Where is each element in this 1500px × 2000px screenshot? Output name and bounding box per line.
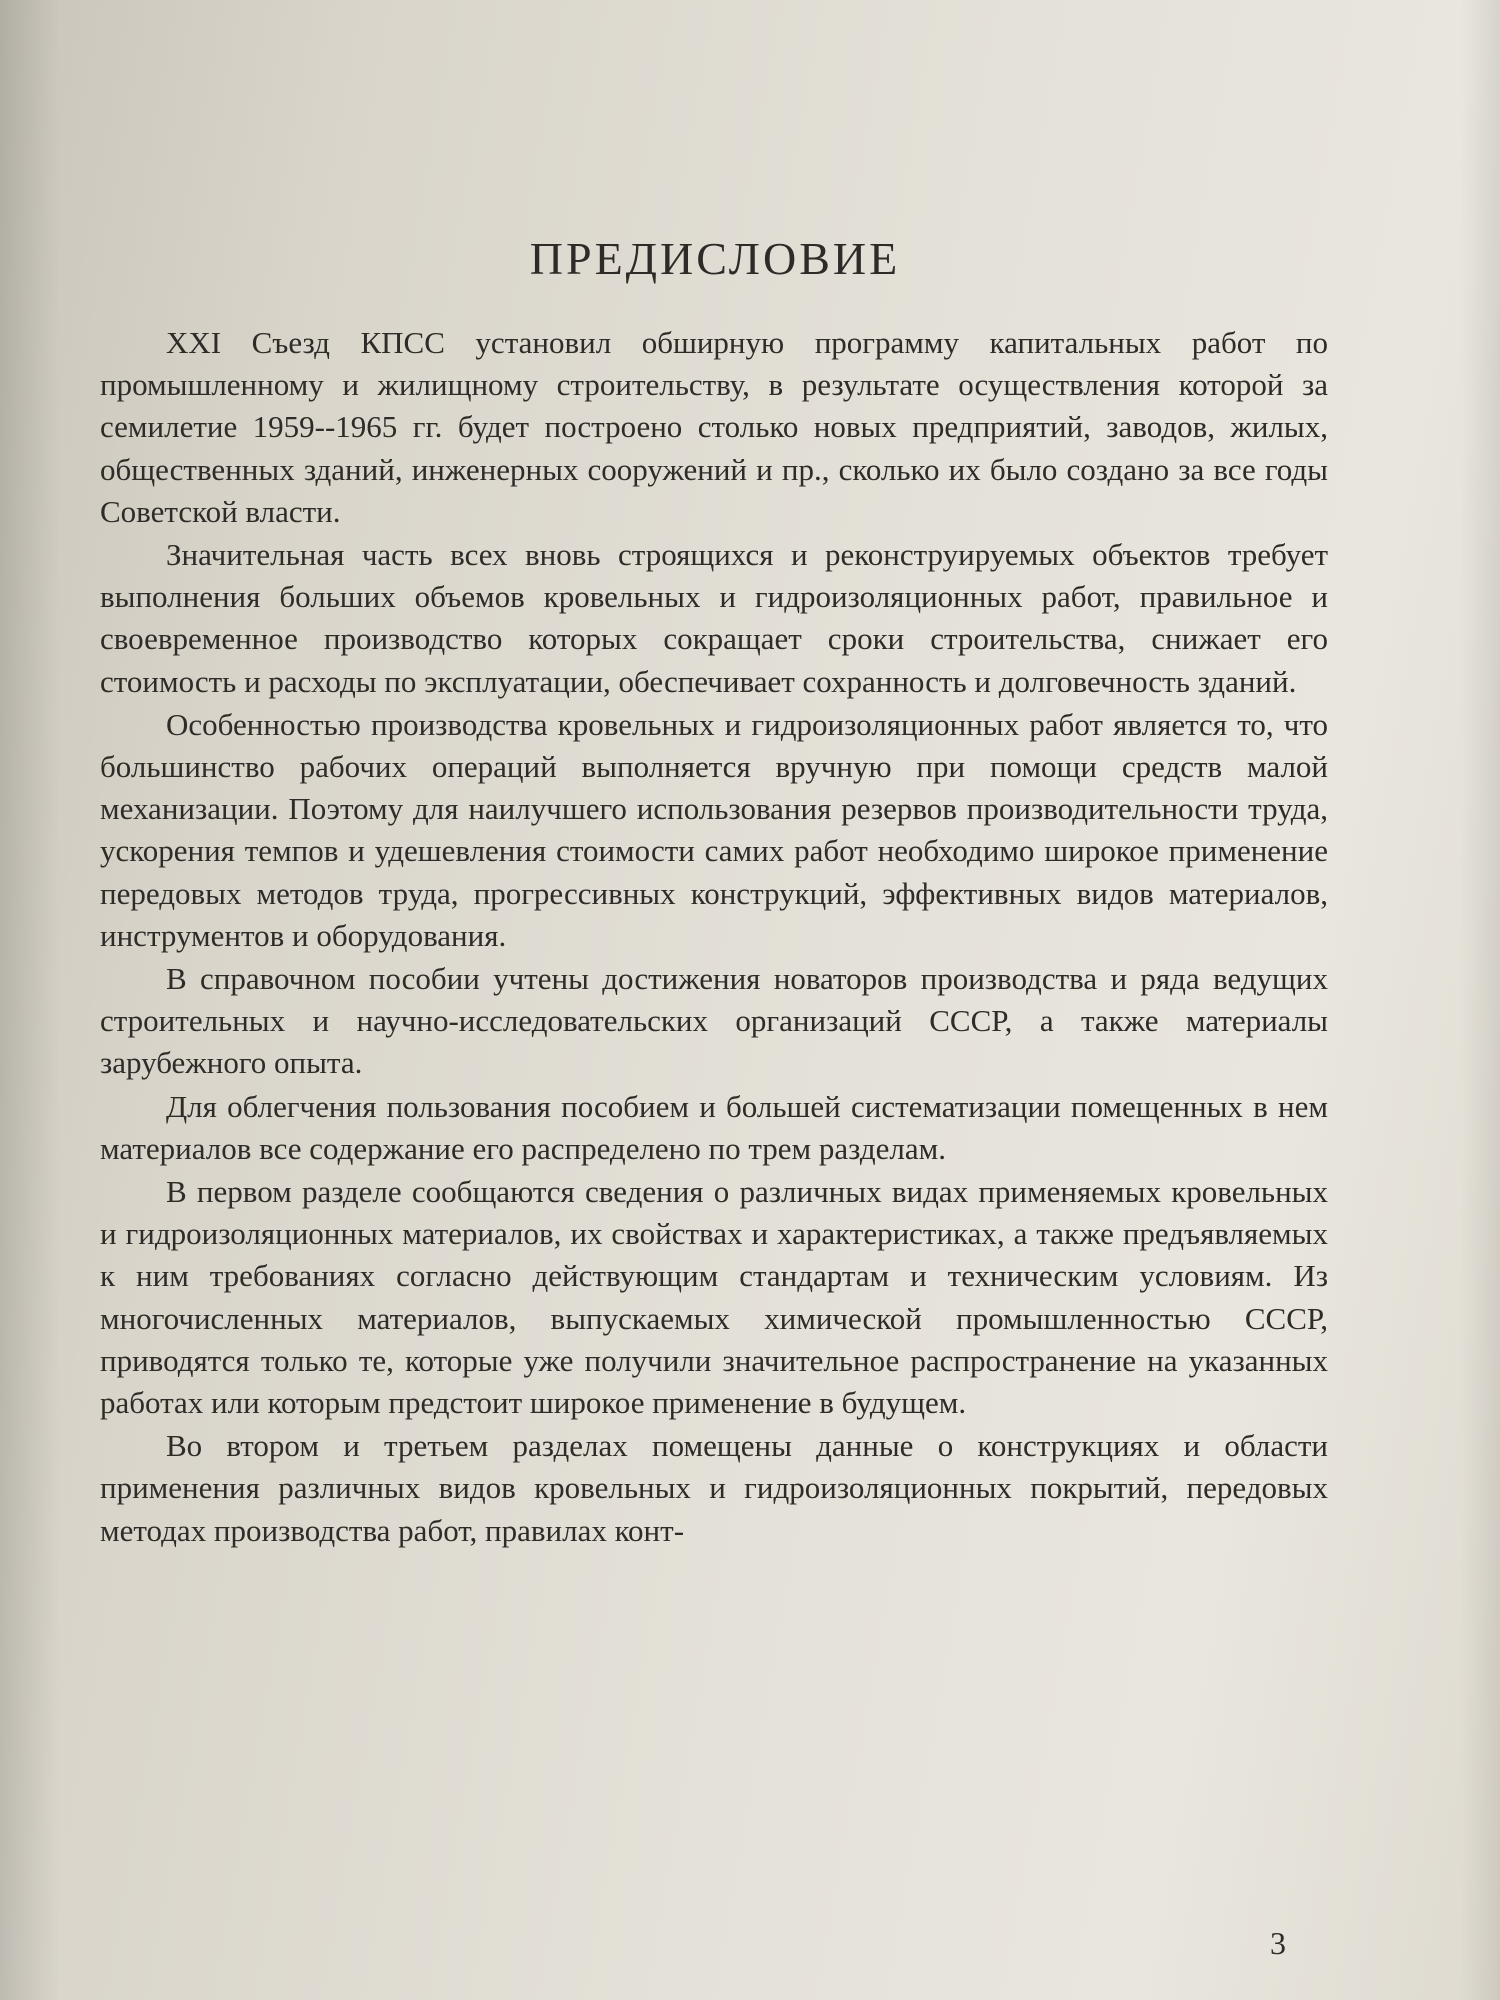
paragraph: В первом разделе сообщаются сведения о различных видах применяемых кровельных и гидроизоляционных материалов, их свойствах и характеристиках, а также предъявляемых к ним требованиях согласно действующим стандартам и техническим условиям. Из многочисленных материалов, выпускаемых химической промышленностью СССР, приводятся только те, которые уже получили значительное распространение на указанных работах или которым предстоит широкое применение в будущем. [100, 1174, 1328, 1421]
paragraph: В справочном пособии учтены достижения новаторов производства и ряда ведущих строительных и научно-исследовательских организаций СССР, а также материалы зарубежного опыта. [100, 961, 1328, 1081]
body-text [100, 322, 1328, 1553]
paragraph: Особенностью производства кровельных и гидроизоляционных работ является то, что большинство рабочих операций выполняется вручную при помощи средств малой механизации. Поэтому для наилучшего использования резервов производительности труда, ускорения темпов и удешевления стоимости самих работ необходимо широкое применение передовых методов труда, прогрессивных конструкций, эффективных видов материалов, инструментов и оборудования. [100, 706, 1328, 953]
page-number: 3 [1270, 1925, 1286, 1961]
paragraph: XXI Съезд КПСС установил обширную программу капитальных работ по промышленному и жилищному строительству, в результате осуществления которой за семилетие 1959--1965 гг. будет построено столько новых предприятий, заводов, жилых, общественных зданий, инженерных сооружений и пр., сколько их было создано за все годы Советской власти. [100, 325, 1328, 529]
paragraph: Во втором и третьем разделах помещены данные о конструкциях и области применения различных видов кровельных и гидроизоляционных покрытий, передовых методах производства работ, правилах конт- [100, 1428, 1328, 1548]
page-title: ПРЕДИСЛОВИЕ [529, 233, 901, 284]
paragraph: Значительная часть всех вновь строящихся и реконструируемых объектов требует выполнения больших объемов кровельных и гидроизоляционных работ, правильное и своевременное производство которых сокращает сроки строительства, снижает его стоимость и расходы по эксплуатации, обеспечивает сохранность и долговечность зданий. [100, 537, 1328, 699]
paragraph: Для облегчения пользования пособием и большей систематизации помещенных в нем материалов все содержание его распределено по трем разделам. [100, 1088, 1328, 1166]
